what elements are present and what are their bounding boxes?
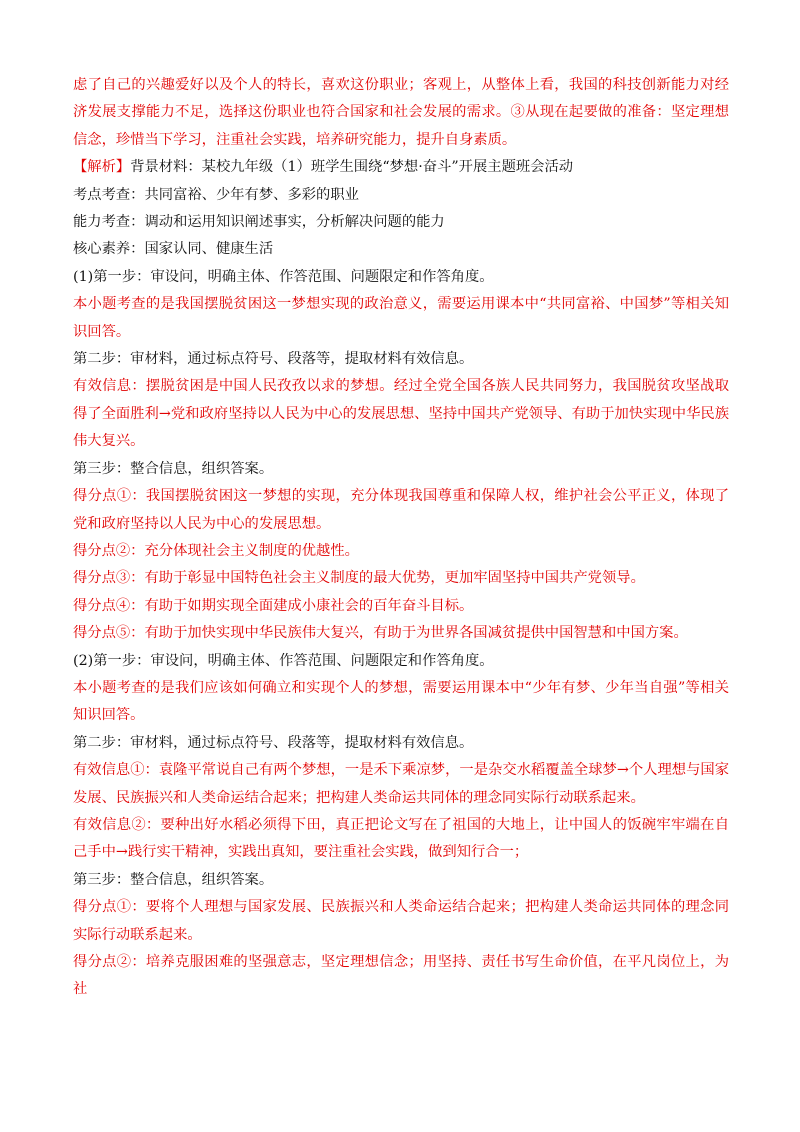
analysis-background-text: 背景材料：某校九年级（1）班学生围绕“梦想·奋斗”开展主题班会活动 xyxy=(130,159,574,176)
q1-topic: 本小题考查的是我国摆脱贫困这一梦想实现的政治意义，需要运用课本中“共同富裕、中国梦”等相关知识回答。 xyxy=(73,296,729,340)
answer-continuation: 虑了自己的兴趣爱好以及个人的特长，喜欢这份职业；客观上，从整体上看，我国的科技创新能力对经济发展支撑能力不足，选择这份职业也符合国家和社会发展的需求。③从现在起要做的准备：坚定理想信念，珍惜当下学习，注重社会实践，培养研究能力，提升自身素质。 xyxy=(73,77,729,148)
core-literacy: 核心素养：国家认同、健康生活 xyxy=(73,241,274,258)
q2-effective-info-2: 有效信息②：要种出好水稻必须得下田，真正把论文写在了祖国的大地上，让中国人的饭碗牢牢端在自己手中→践行实干精神，实践出真知，要注重社会实践，做到知行合一； xyxy=(73,816,729,861)
analysis-background xyxy=(73,154,729,181)
q1-score-point-2: 得分点②：充分体现社会主义制度的优越性。 xyxy=(73,542,359,559)
q2-step-one: (2)第一步：审设问，明确主体、作答范围、问题限定和作答角度。 xyxy=(73,652,494,669)
q1-score-point-3: 得分点③：有助于彰显中国特色社会主义制度的最大优势，更加牢固坚持中国共产党领导。 xyxy=(73,570,645,587)
q2-step-two: 第二步：审材料，通过标点符号、段落等，提取材料有效信息。 xyxy=(73,734,474,751)
q2-step-three: 第三步：整合信息，组织答案。 xyxy=(73,871,274,888)
q1-step-two: 第二步：审材料，通过标点符号、段落等，提取材料有效信息。 xyxy=(73,351,474,368)
q1-step-one: (1)第一步：审设问，明确主体、作答范围、问题限定和作答角度。 xyxy=(73,268,494,285)
q1-score-point-4: 得分点④：有助于如期实现全面建成小康社会的百年奋斗目标。 xyxy=(73,597,474,614)
document-body xyxy=(73,72,729,1004)
q2-score-point-2: 得分点②：培养克服困难的坚强意志，坚定理想信念；用坚持、责任书写生命价值，在平凡岗位上，为社 xyxy=(73,954,729,998)
analysis-tag: 【解析】 xyxy=(73,159,131,176)
q1-score-point-1: 得分点①：我国摆脱贫困这一梦想的实现，充分体现我国尊重和保障人权，维护社会公平正义，体现了党和政府坚持以人民为中心的发展思想。 xyxy=(73,488,729,532)
q2-effective-info-1: 有效信息①：袁隆平常说自己有两个梦想，一是禾下乘凉梦，一是杂交水稻覆盖全球梦→个人理想与国家发展、民族振兴和人类命运结合起来；把构建人类命运共同体的理念同实际行动联系起来。 xyxy=(73,762,729,806)
knowledge-points: 考点考查：共同富裕、少年有梦、多彩的职业 xyxy=(73,186,359,203)
q1-step-three: 第三步：整合信息，组织答案。 xyxy=(73,460,274,477)
q2-score-point-1: 得分点①：要将个人理想与国家发展、民族振兴和人类命运结合起来；把构建人类命运共同体的理念同实际行动联系起来。 xyxy=(73,899,729,943)
q1-score-point-5: 得分点⑤：有助于加快实现中华民族伟大复兴，有助于为世界各国减贫提供中国智慧和中国方案。 xyxy=(73,625,688,642)
q1-effective-info: 有效信息：摆脱贫困是中国人民孜孜以求的梦想。经过全党全国各族人民共同努力，我国脱贫攻坚战取得了全面胜利→党和政府坚持以人民为中心的发展思想、坚持中国共产党领导、有助于加快实现中华民族伟大复兴。 xyxy=(73,378,729,450)
q2-topic: 本小题考查的是我们应该如何确立和实现个人的梦想，需要运用课本中“少年有梦、少年当自强”等相关知识回答。 xyxy=(73,679,729,724)
ability-check: 能力考查：调动和运用知识阐述事实，分析解决问题的能力 xyxy=(73,214,445,231)
